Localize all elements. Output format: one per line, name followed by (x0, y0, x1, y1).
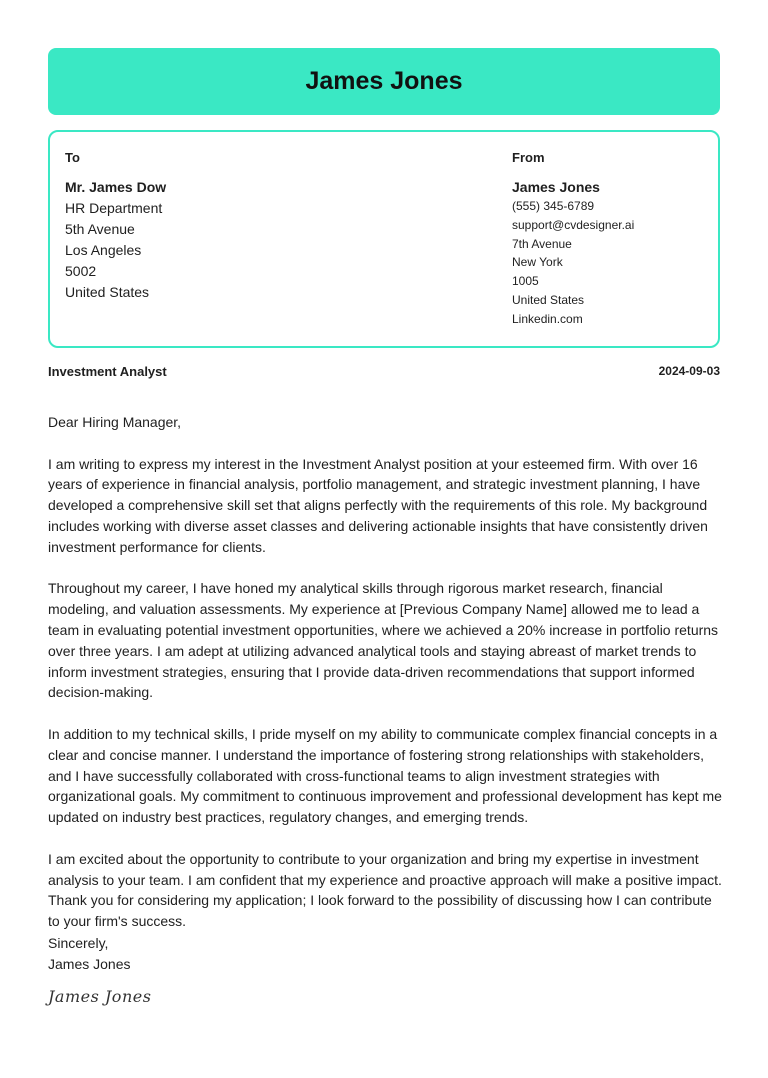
recipient-street: 5th Avenue (65, 221, 135, 237)
header-banner (48, 48, 720, 115)
job-title: Investment Analyst (48, 364, 167, 379)
sender-city: New York (512, 255, 563, 270)
recipient-department: HR Department (65, 200, 163, 216)
recipient-zip: 5002 (65, 263, 97, 279)
to-label: To (65, 150, 80, 165)
closing-block (48, 933, 130, 975)
letter-body (48, 412, 724, 953)
recipient-city: Los Angeles (65, 242, 142, 258)
closing: Sincerely, (48, 935, 109, 951)
recipient-country: United States (65, 284, 150, 300)
sender-email: support@cvdesigner.ai (512, 217, 635, 232)
sender-street: 7th Avenue (512, 236, 572, 251)
paragraph-4: I am excited about the opportunity to contribute to your organization and bring my expertise in investment analysis to your team. I am confident that my experience and proactive approach will make a positive impact. Thank you for considering my application; I look forward to the possibility of discussing how I can contribute to your firm's success. (48, 850, 722, 930)
sender-phone: (555) 345-6789 (512, 199, 595, 213)
signature: James Jones (48, 987, 152, 1006)
sender-country: United States (512, 292, 585, 307)
address-block (48, 130, 720, 348)
paragraph-2: Throughout my career, I have honed my analytical skills through rigorous market research, financial modeling, and valuation assessments. My experience at [Previous Company Name] allowed me to lead a team in evaluating potential investment opportunities, where we achieved a 20% increase in portfolio returns over three years. I am adept at utilizing advanced analytical tools and staying abreast of market trends to inform investment strategies, ensuring that I provide data-driven recommendations that support informed decision-making. (48, 580, 719, 701)
recipient-name: Mr. James Dow (65, 179, 167, 195)
from-label: From (512, 150, 545, 165)
closing-name: James Jones (48, 955, 131, 972)
sender-linkedin: Linkedin.com (512, 311, 583, 326)
sender-zip: 1005 (512, 274, 539, 289)
sender-name: James Jones (512, 179, 600, 195)
letter-date: 2024-09-03 (658, 364, 720, 378)
greeting: Dear Hiring Manager, (48, 414, 182, 430)
paragraph-1: I am writing to express my interest in the Investment Analyst position at your esteemed firm. With over 16 years of experience in financial analysis, portfolio management, and strategic investment planning, I have developed a comprehensive skill set that aligns perfectly with the requirements of this role. My background includes working with diverse asset classes and delivering actionable insights that have consistently driven investment performance for clients. (48, 455, 708, 555)
applicant-name: James Jones (305, 67, 463, 95)
paragraph-3: In addition to my technical skills, I pride myself on my ability to communicate complex financial concepts in a clear and concise manner. I understand the importance of fostering strong relationships with stakeholders, and I have successfully collaborated with cross-functional teams to align investment strategies with organizational goals. My commitment to continuous improvement and professional development has kept me updated on industry best practices, regulatory changes, and emerging trends. (48, 725, 722, 826)
